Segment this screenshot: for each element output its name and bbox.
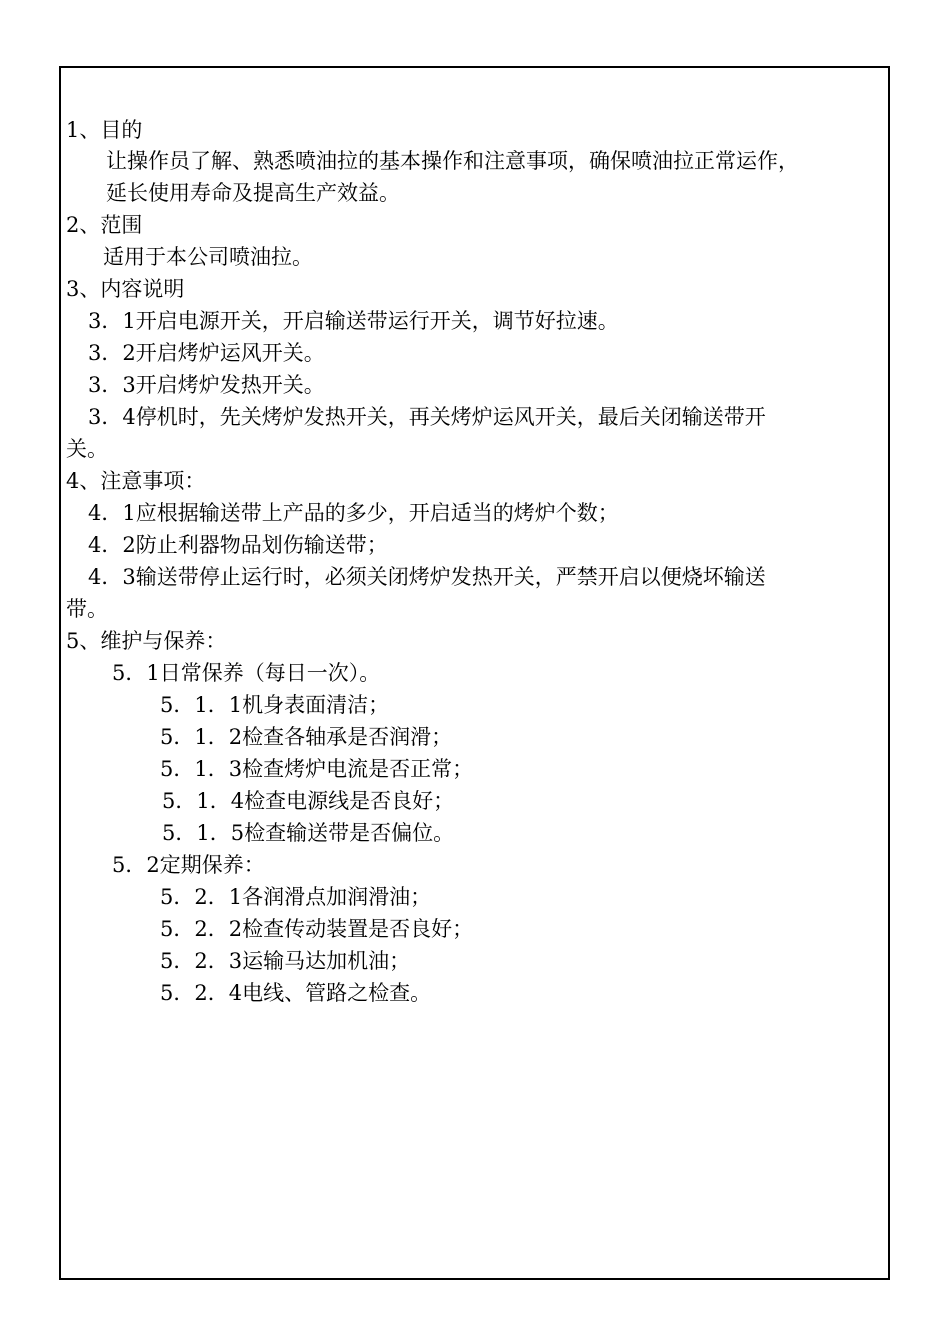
scope-text: 适用于本公司喷油拉。 (103, 245, 313, 269)
content-item-3-4-cont: 关。 (66, 437, 108, 461)
heading-purpose: 1、目的 (66, 118, 143, 142)
heading-notes: 4、注意事项： (66, 469, 206, 493)
heading-content: 3、内容说明 (66, 277, 185, 301)
content-item-3-4: 3．4停机时，先关烤炉发热开关，再关烤炉运风开关，最后关闭输送带开 (88, 405, 766, 429)
maintenance-item-5-1-3: 5．1．3检查烤炉电流是否正常； (160, 757, 474, 781)
content-item-3-3: 3．3开启烤炉发热开关。 (88, 373, 325, 397)
heading-scope: 2、范围 (66, 213, 143, 237)
maintenance-item-5-2-4: 5．2．4电线、管路之检查。 (160, 981, 432, 1005)
content-item-3-2: 3．2开启烤炉运风开关。 (88, 341, 325, 365)
purpose-text-1: 让操作员了解、熟悉喷油拉的基本操作和注意事项，确保喷油拉正常运作， (106, 149, 799, 173)
maintenance-item-5-1-4: 5．1．4检查电源线是否良好； (162, 789, 455, 813)
maintenance-item-5-2-1: 5．2．1各润滑点加润滑油； (160, 885, 432, 909)
maintenance-periodic: 5．2定期保养： (112, 853, 265, 877)
maintenance-item-5-2-3: 5．2．3运输马达加机油； (160, 949, 411, 973)
note-item-4-1: 4．1应根据输送带上产品的多少，开启适当的烤炉个数； (88, 501, 619, 525)
maintenance-daily: 5．1日常保养（每日一次）。 (112, 661, 381, 685)
maintenance-item-5-1-5: 5．1．5检查输送带是否偏位。 (162, 821, 455, 845)
heading-maintenance: 5、维护与保养： (66, 629, 227, 653)
purpose-text-2: 延长使用寿命及提高生产效益。 (106, 181, 400, 205)
note-item-4-3: 4．3输送带停止运行时，必须关闭烤炉发热开关，严禁开启以便烧坏输送 (88, 565, 766, 589)
note-item-4-3-cont: 带。 (66, 597, 108, 621)
maintenance-item-5-1-1: 5．1．1机身表面清洁； (160, 693, 390, 717)
maintenance-item-5-1-2: 5．1．2检查各轴承是否润滑； (160, 725, 453, 749)
maintenance-item-5-2-2: 5．2．2检查传动装置是否良好； (160, 917, 474, 941)
note-item-4-2: 4．2防止利器物品划伤输送带； (88, 533, 388, 557)
content-item-3-1: 3．1开启电源开关，开启输送带运行开关，调节好拉速。 (88, 309, 619, 333)
